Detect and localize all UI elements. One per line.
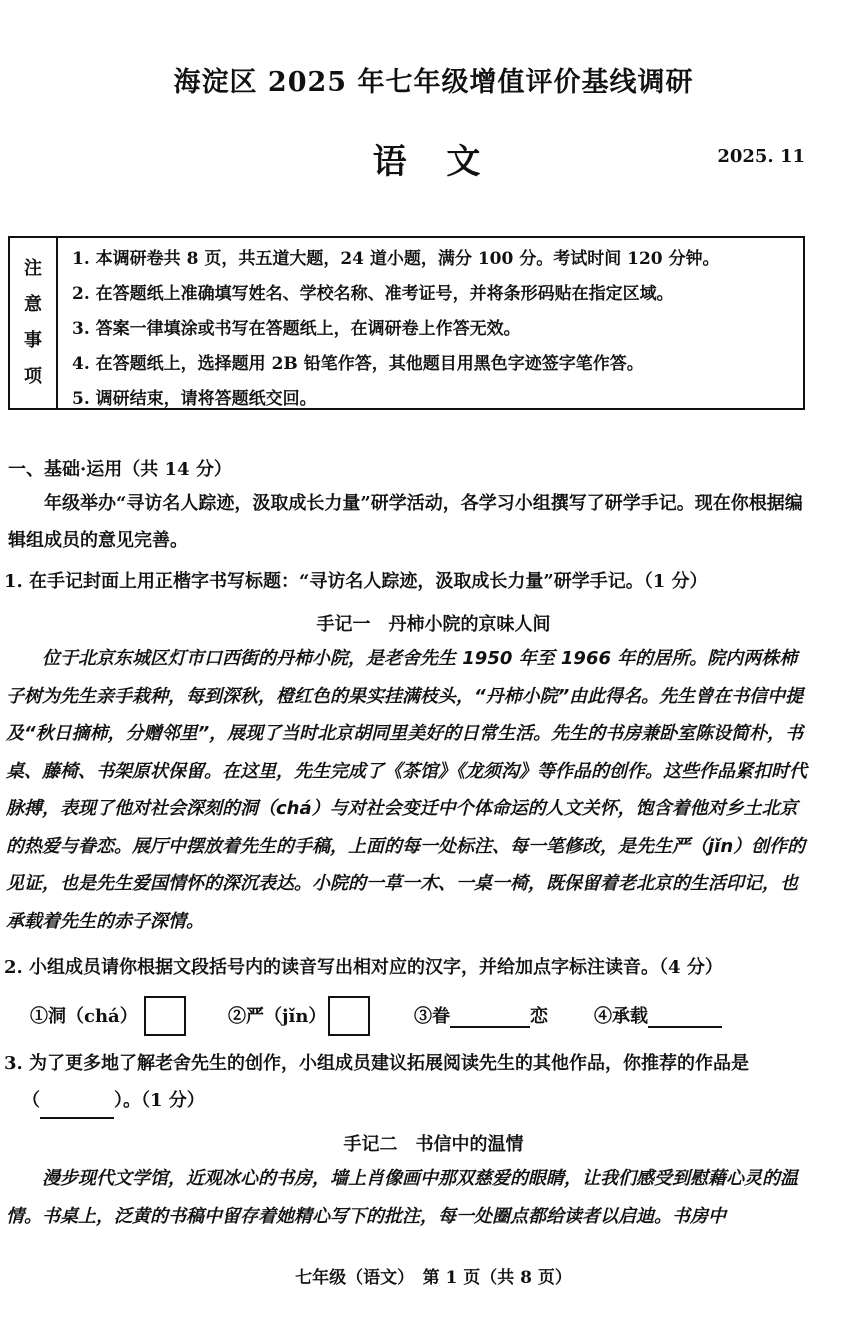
question-3-blank[interactable]: [40, 1097, 114, 1119]
q2-answer-row: [30, 996, 810, 1038]
question-2: 2. 小组成员请你根据文段括号内的读音写出相对应的汉字，并给加点字标注读音。（4 分）: [4, 957, 723, 978]
notice-list: [58, 238, 803, 408]
answer-4: [594, 1002, 722, 1028]
subject-title: 语 文: [372, 142, 495, 182]
page-footer: 七年级（语文） 第 1 页（共 8 页）: [295, 1268, 572, 1288]
section-intro: 年级举办“寻访名人踪迹，汲取成长力量”研学活动，各学习小组撰写了研学手记。现在你根据编辑组成员的意见完善。: [8, 493, 803, 551]
notice-heading-char: 意: [24, 294, 42, 315]
answer-3-prefix: ③眷: [414, 1006, 450, 1027]
answer-1-box[interactable]: [144, 996, 186, 1036]
answer-4-blank[interactable]: [648, 1006, 722, 1028]
notice-item: 4. 在答题纸上，选择题用 2B 铅笔作答，其他题目用黑色字迹签字笔作答。: [72, 354, 644, 374]
answer-3-blank[interactable]: [450, 1006, 530, 1028]
notice-item: 5. 调研结束，请将答题纸交回。: [72, 389, 317, 409]
note1-heading: 手记一 丹柿小院的京味人间: [316, 614, 551, 635]
question-3-text: 3. 为了更多地了解老舍先生的创作，小组成员建议拓展阅读先生的其他作品，你推荐的作品是: [4, 1053, 750, 1074]
question-3: [4, 1045, 804, 1119]
section-title: 一、基础·运用（共 14 分）: [8, 459, 232, 480]
notice-heading: [10, 238, 58, 408]
note2-heading: 手记二 书信中的温情: [343, 1134, 524, 1155]
answer-2-box[interactable]: [328, 996, 370, 1036]
exam-date: 2025. 11: [717, 146, 805, 167]
exam-title: 海淀区 2025 年七年级增值评价基线调研: [173, 67, 694, 98]
note1-text: 位于北京东城区灯市口西街的丹柿小院，是老舍先生 1950 年至 1966 年的居所。院内两株柿子树为先生亲手栽种，每到深秋，橙红色的果实挂满枝头，“丹柿小院”由此得名。先生曾在书信中提及“秋日摘柿，分赠邻里”，展现了当时北京胡同里美好的日常生活。先生的书房兼卧室陈设简朴，书桌、藤椅、书架原状保留。在这里，先生完成了《茶馆》《龙须沟》等作品的创作。这些作品紧扣时代脉搏，表现了他对社会深刻的洞（chá）与对社会变迁中个体命运的人文关怀，饱含着他对乡土北京的热爱与眷恋。展厅中摆放着先生的手稿，上面的每一处标注、每一笔修改，是先生严（jǐn）创作的见证，也是先生爱国情怀的深沉表达。小院的一草一木、一桌一椅，既保留着老北京的生活印记，也承载着先生的赤子深情。: [6, 648, 807, 932]
answer-2-label: ②严（jǐn）: [228, 1006, 327, 1027]
question-1: 1. 在手记封面上用正楷字书写标题：“寻访名人踪迹，汲取成长力量”研学手记。（1 分）: [4, 571, 708, 592]
answer-3: [414, 1002, 548, 1028]
notice-item: 3. 答案一律填涂或书写在答题纸上，在调研卷上作答无效。: [72, 319, 521, 339]
notice-heading-char: 项: [24, 366, 42, 387]
answer-4-label: ④承载: [594, 1006, 648, 1027]
notice-item: 1. 本调研卷共 8 页，共五道大题，24 道小题，满分 100 分。考试时间 120 分钟。: [72, 249, 720, 269]
question-3-paren-close: ）。（1 分）: [114, 1090, 205, 1111]
answer-1-label: ①洞（chá）: [30, 1006, 138, 1027]
answer-3-suffix: 恋: [530, 1006, 548, 1027]
note2-text: 漫步现代文学馆，近观冰心的书房，墙上肖像画中那双慈爱的眼睛，让我们感受到慰藉心灵的温情。书桌上，泛黄的书稿中留存着她精心写下的批注，每一处圈点都给读者以启迪。书房中: [6, 1168, 798, 1227]
notice-box: [8, 236, 805, 410]
notice-heading-char: 事: [24, 330, 42, 351]
notice-heading-char: 注: [24, 258, 42, 279]
question-3-paren-open: （: [22, 1090, 40, 1111]
notice-item: 2. 在答题纸上准确填写姓名、学校名称、准考证号，并将条形码贴在指定区域。: [72, 284, 674, 304]
